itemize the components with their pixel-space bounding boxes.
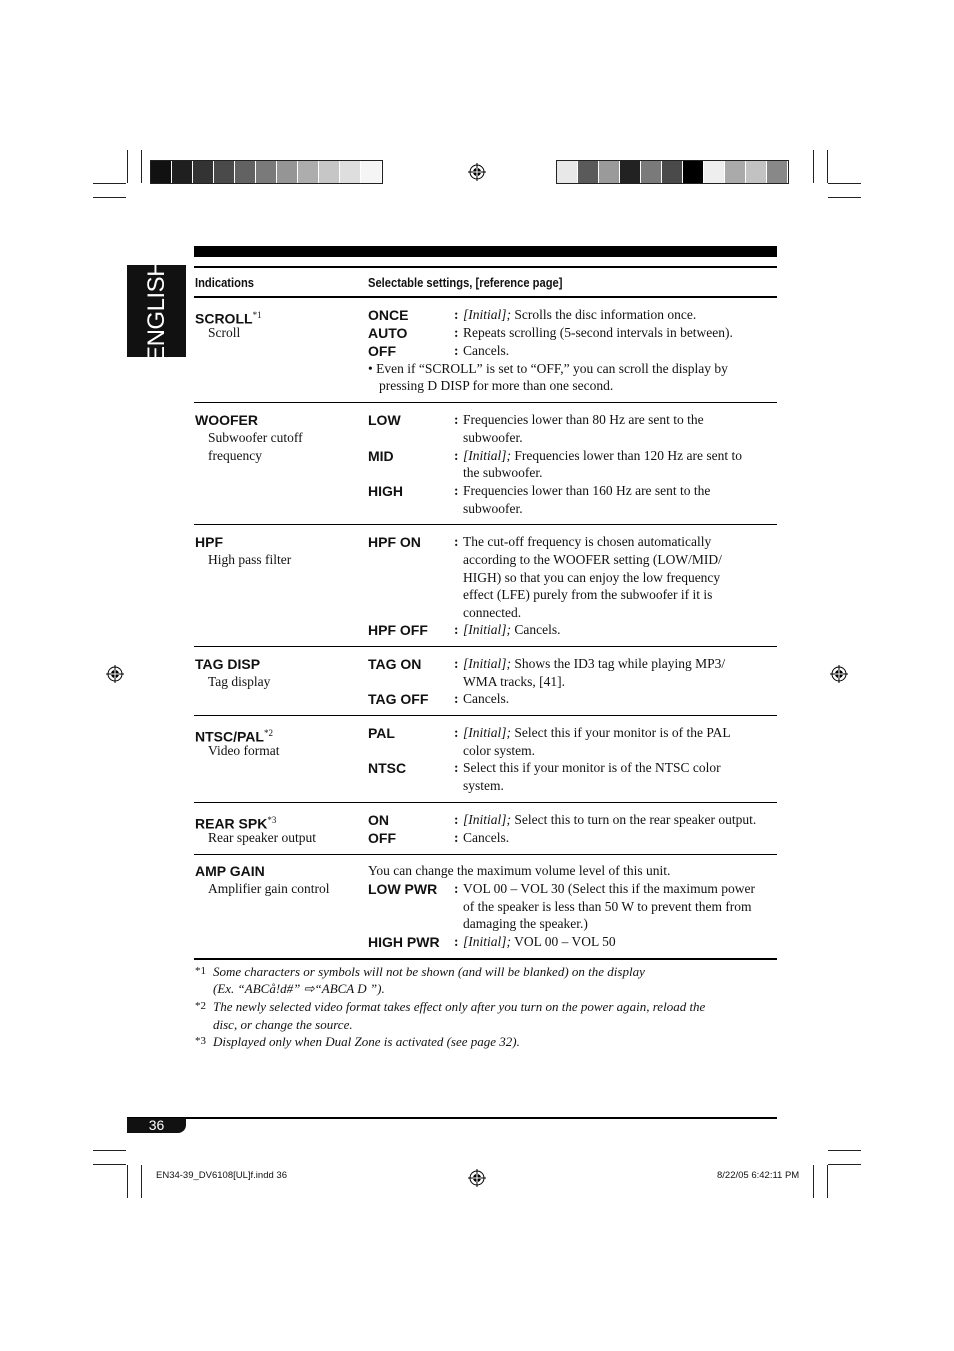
indication-name: AMP GAIN: [195, 863, 265, 879]
option-key: HPF ON: [368, 534, 421, 550]
option-text: [Initial]; Cancels.: [463, 622, 561, 637]
indication-desc: High pass filter: [208, 552, 292, 567]
color-swatch: [193, 161, 214, 183]
option-text: VOL 00 – VOL 30 (Select this if the maximum power: [463, 881, 755, 896]
color-swatch: [298, 161, 319, 183]
color-swatch: [725, 161, 746, 183]
indication-name: WOOFER: [195, 412, 258, 428]
footnote-text: The newly selected video format takes effect only after you turn on the power again, reload the: [213, 999, 706, 1014]
color-swatch: [746, 161, 767, 183]
option-key: HIGH: [368, 483, 403, 499]
color-swatch: [172, 161, 193, 183]
option-text: subwoofer.: [463, 501, 523, 516]
option-text: Select this if your monitor is of the NTSC color: [463, 760, 721, 775]
option-key: ON: [368, 812, 389, 828]
option-key: LOW PWR: [368, 881, 438, 897]
color-swatch: [578, 161, 599, 183]
slug-filename: EN34-39_DV6108[UL]f.indd 36: [156, 1170, 287, 1181]
option-text: subwoofer.: [463, 430, 523, 445]
table-row-hpf: HPF High pass filter HPF ON : The cut-off frequency is chosen automatically according to the WOOFER setting (LOW/MID/ HIGH) so that you can enjoy the low frequency effect (LFE) purely from the subwoofer if it is connected. HPF OFF : [Initial]; Cancels.: [194, 525, 777, 647]
color-swatch: [151, 161, 172, 183]
color-swatch: [704, 161, 725, 183]
registration-mark-icon: [830, 665, 848, 683]
registration-mark-icon: [468, 1169, 486, 1187]
option-text: [Initial]; Shows the ID3 tag while playing MP3/: [463, 656, 726, 671]
registration-mark-icon: [468, 163, 486, 181]
table-row-amp-gain: AMP GAIN Amplifier gain control You can change the maximum volume level of this unit. LOW PWR : VOL 00 – VOL 30 (Select this if the maximum power of the speaker is less than 50 W to prevent them from damaging the speaker.) HIGH PWR : [Initial]; VOL 00 – VOL 50: [194, 855, 777, 960]
language-tab-label: ENGLISH: [142, 260, 170, 362]
option-text: system.: [463, 778, 504, 793]
option-text: [Initial]; VOL 00 – VOL 50: [463, 934, 616, 949]
indication-name: NTSC/PAL$^{*2}$: [195, 728, 273, 745]
bullet-note: • Even if “SCROLL” is set to “OFF,” you can scroll the display by: [368, 361, 728, 376]
option-text: [Initial]; Scrolls the disc information once.: [463, 307, 697, 322]
option-key: MID: [368, 448, 394, 464]
page-footer-rule: [127, 1117, 777, 1119]
color-swatch: [256, 161, 277, 183]
indication-name: TAG DISP: [195, 656, 261, 672]
color-swatch: [277, 161, 298, 183]
option-key: PAL: [368, 725, 395, 741]
footnote-mark: *3: [195, 1035, 206, 1047]
indication-desc: Tag display: [208, 674, 271, 689]
indication-desc: Subwoofer cutoff: [208, 430, 303, 445]
registration-mark-icon: [106, 665, 124, 683]
indication-desc: Rear speaker output: [208, 830, 316, 845]
color-swatch: [767, 161, 788, 183]
header-settings: Selectable settings, [reference page]: [368, 275, 563, 290]
option-key: NTSC: [368, 760, 407, 776]
option-text: damaging the speaker.): [463, 916, 588, 931]
indication-desc: Amplifier gain control: [208, 881, 330, 896]
option-text: WMA tracks, [41].: [463, 674, 565, 689]
color-swatch: [340, 161, 361, 183]
table-row-woofer: WOOFER Subwoofer cutoff frequency LOW : Frequencies lower than 80 Hz are sent to the subwoofer. MID : [Initial]; Frequencies lower than 120 Hz are sent to the subwoofer. HIGH : Frequencies lower than 160 Hz are sent to the subwoofer.: [194, 403, 777, 525]
footnote-text: Some characters or symbols will not be shown (and will be blanked) on the display: [213, 964, 645, 979]
page-number: 36: [127, 1118, 186, 1133]
color-swatch: [683, 161, 704, 183]
option-key: ONCE: [368, 307, 409, 323]
color-swatch: [599, 161, 620, 183]
indication-name: HPF: [195, 534, 223, 550]
table-row-tag-disp: TAG DISP Tag display TAG ON : [Initial]; Shows the ID3 tag while playing MP3/ WMA tracks, [41]. TAG OFF : Cancels.: [194, 647, 777, 716]
option-key: OFF: [368, 343, 396, 359]
color-swatch: [641, 161, 662, 183]
table-header: [194, 266, 777, 298]
option-key: AUTO: [368, 325, 408, 341]
option-text: color system.: [463, 743, 535, 758]
table-row-rear-spk: REAR SPK$^{*3}$ Rear speaker output ON : [Initial]; Select this to turn on the rear speaker output. OFF : Cancels.: [194, 803, 777, 855]
amp-gain-intro: You can change the maximum volume level of this unit.: [368, 863, 671, 878]
option-key: TAG ON: [368, 656, 422, 672]
footnote-text: disc, or change the source.: [213, 1017, 353, 1032]
language-tab: [127, 260, 186, 362]
option-key: TAG OFF: [368, 691, 429, 707]
indication-desc: Video format: [208, 743, 280, 758]
color-swatch: [557, 161, 578, 183]
option-text: HIGH) so that you can enjoy the low frequency: [463, 570, 721, 585]
color-swatch: [319, 161, 340, 183]
option-text: [Initial]; Select this to turn on the rear speaker output.: [463, 812, 757, 827]
footnote-mark: *2: [195, 1000, 206, 1012]
option-text: Repeats scrolling (5-second intervals in between).: [463, 325, 733, 340]
gray-calibration-bar-left: [150, 160, 383, 184]
color-swatch: [214, 161, 235, 183]
color-swatch: [361, 161, 382, 183]
option-text: [Initial]; Frequencies lower than 120 Hz are sent to: [463, 448, 742, 463]
option-text: Cancels.: [463, 691, 510, 706]
footnote-text: Displayed only when Dual Zone is activated (see page 32).: [213, 1034, 520, 1049]
option-text: Cancels.: [463, 830, 510, 845]
option-text: Frequencies lower than 80 Hz are sent to the: [463, 412, 704, 427]
footnote-text: (Ex. “ABCå!d#” ⇨“ABCA D ”).: [213, 981, 385, 996]
option-text: effect (LFE) purely from the subwoofer if it is: [463, 587, 713, 602]
indication-desc: Scroll: [208, 325, 241, 340]
option-text: The cut-off frequency is chosen automatically: [463, 534, 712, 549]
option-text: according to the WOOFER setting (LOW/MID/: [463, 552, 722, 567]
color-swatch: [620, 161, 641, 183]
slug-timestamp: 8/22/05 6:42:11 PM: [717, 1170, 800, 1181]
gray-calibration-bar-right: [556, 160, 789, 184]
option-key: OFF: [368, 830, 396, 846]
footnote-mark: *1: [195, 965, 206, 977]
option-text: Cancels.: [463, 343, 510, 358]
option-key: HIGH PWR: [368, 934, 440, 950]
table-top-bar: [194, 246, 777, 257]
bullet-note: pressing D DISP for more than one second.: [379, 378, 614, 393]
option-text: the subwoofer.: [463, 465, 543, 480]
indication-name: REAR SPK$^{*3}$: [195, 815, 277, 832]
option-text: [Initial]; Select this if your monitor is of the PAL: [463, 725, 731, 740]
header-indications: Indications: [195, 275, 255, 290]
table-row-ntsc-pal: NTSC/PAL$^{*2}$ Video format PAL : [Initial]; Select this if your monitor is of the PAL color system. NTSC : Select this if your monitor is of the NTSC color system.: [194, 716, 777, 803]
color-swatch: [235, 161, 256, 183]
option-key: LOW: [368, 412, 401, 428]
color-swatch: [662, 161, 683, 183]
option-text: of the speaker is less than 50 W to prevent them from: [463, 899, 752, 914]
indication-name: SCROLL$^{*1}$: [195, 310, 262, 327]
option-text: Frequencies lower than 160 Hz are sent to the: [463, 483, 711, 498]
indication-desc: frequency: [208, 448, 262, 463]
option-key: HPF OFF: [368, 622, 428, 638]
option-text: connected.: [463, 605, 522, 620]
table-row-scroll: SCROLL$^{*1}$ Scroll ONCE : [Initial]; Scrolls the disc information once. AUTO : Repeats scrolling (5-second intervals in between). OFF : Cancels. • Even if “SCROLL” is set to “OFF,” you can scroll the display by pressing D DISP for more than one second.: [194, 298, 777, 403]
